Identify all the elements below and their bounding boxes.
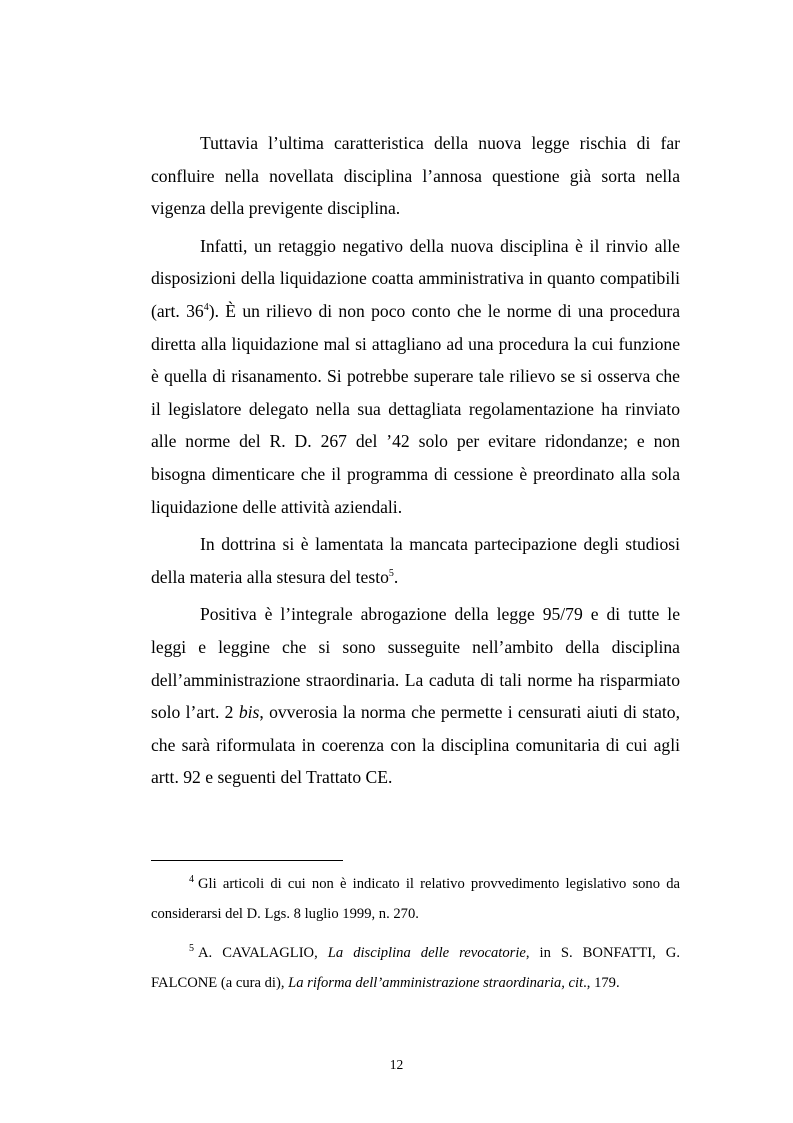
body-text xyxy=(151,127,680,799)
footnote-reference: 5 xyxy=(388,567,394,579)
text-run: , in S. BONFATTI, G. FALCONE (a cura di), xyxy=(151,945,680,991)
paragraph xyxy=(151,598,680,794)
footnotes xyxy=(151,869,680,1007)
text-run: Positiva è l’integrale abrogazione della legge 95/79 e di tutte le leggi e leggine che si sono susseguite nell’ambito della disciplina dell’amministrazione straordinaria. La caduta di tali norme ha risparmiato solo l’art. 2 xyxy=(151,604,680,723)
footnote-separator xyxy=(151,860,343,861)
footnote-number: 4 xyxy=(189,874,194,886)
paragraph xyxy=(151,230,680,523)
text-run: ., 179. xyxy=(583,975,620,991)
text-run: Gli articoli di cui non è indicato il relativo provvedimento legislativo sono da considerarsi del D. Lgs. 8 luglio 1999, n. 270. xyxy=(151,876,680,922)
italic-text: La disciplina delle revocatorie xyxy=(327,945,526,961)
page-number: 12 xyxy=(389,1057,404,1072)
footnote xyxy=(151,869,680,929)
footnote-reference: 4 xyxy=(203,302,209,314)
text-run: Infatti, un retaggio negativo della nuova disciplina è il rinvio alle disposizioni della liquidazione coatta amministrativa in quanto compatibili (art. 36 xyxy=(151,235,680,321)
paragraph xyxy=(151,127,680,225)
italic-text: La riforma dell’amministrazione straordinaria, cit xyxy=(288,975,584,991)
text-run: , ovverosia la norma che permette i censurati aiuti di stato, che sarà riformulata in coerenza con la disciplina comunitaria di cui agli artt. 92 e seguenti del Trattato CE. xyxy=(151,702,680,788)
paragraph xyxy=(151,528,680,593)
text-run: . xyxy=(393,566,399,587)
text-run: In dottrina si è lamentata la mancata partecipazione degli studiosi della materia alla stesura del testo xyxy=(151,534,680,587)
text-run: Tuttavia l’ultima caratteristica della nuova legge rischia di far confluire nella novellata disciplina l’annosa questione già sorta nella vigenza della previgente disciplina. xyxy=(151,133,680,219)
text-run: A. CAVALAGLIO, xyxy=(198,945,328,961)
footnote xyxy=(151,938,680,998)
italic-text: bis xyxy=(238,702,260,723)
footnote-number: 5 xyxy=(189,943,194,955)
text-run: ). È un rilievo di non poco conto che le norme di una procedura diretta alla liquidazione mal si attagliano ad una procedura la cui funzione è quella di risanamento. Si potrebbe superare tale rilievo se si osserva che il legislatore delegato nella sua dettagliata regolamentazione ha rinviato alle norme del R. D. 267 del ’42 solo per evitare ridondanze; e non bisogna dimenticare che il programma di cessione è preordinato alla sola liquidazione delle attività aziendali. xyxy=(151,300,681,517)
